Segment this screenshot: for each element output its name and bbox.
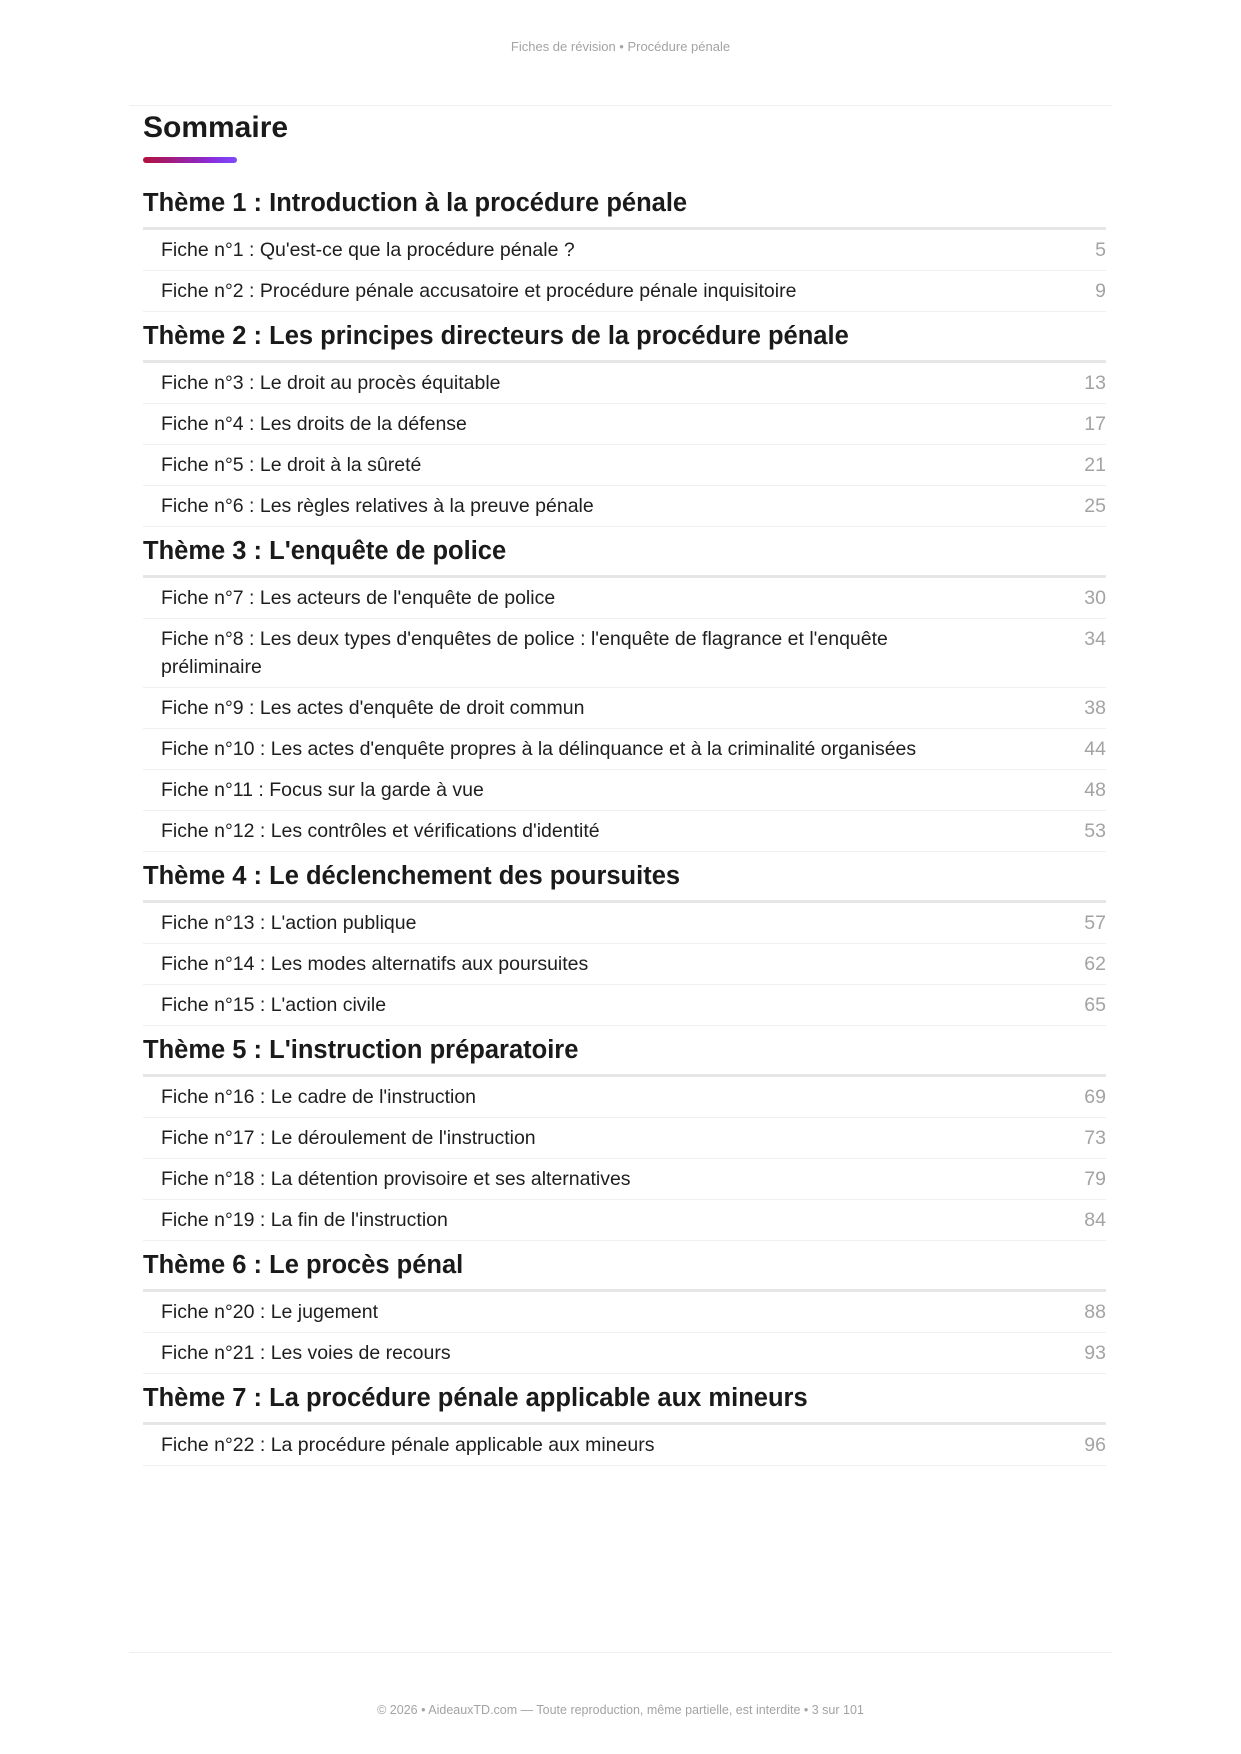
toc-entry[interactable] xyxy=(143,1425,1106,1466)
toc-entry-label: Fiche n°21 : Les voies de recours xyxy=(161,1342,451,1364)
toc-entry[interactable] xyxy=(143,1077,1106,1118)
toc-entry[interactable] xyxy=(143,1118,1106,1159)
page-footer: © 2026 • AideauxTD.com — Toute reproduction, même partielle, est interdite • 3 sur 101 xyxy=(377,1703,864,1717)
toc-entry[interactable] xyxy=(143,1333,1106,1374)
toc-entry-page-number: 62 xyxy=(1084,953,1106,975)
theme-title: Thème 4 : Le déclenchement des poursuites xyxy=(143,852,1106,903)
toc-entry-label: Fiche n°12 : Les contrôles et vérifications d'identité xyxy=(161,820,600,842)
toc-entry-page-number: 79 xyxy=(1084,1168,1106,1190)
theme-title: Thème 1 : Introduction à la procédure pénale xyxy=(143,163,1106,230)
footer-divider xyxy=(129,1652,1112,1653)
toc-entry-label: Fiche n°1 : Qu'est-ce que la procédure pénale ? xyxy=(161,239,575,261)
running-header: Fiches de révision • Procédure pénale xyxy=(510,39,731,54)
toc-entry-page-number: 38 xyxy=(1084,697,1106,719)
toc-entry[interactable] xyxy=(143,486,1106,527)
theme-title: Thème 5 : L'instruction préparatoire xyxy=(143,1026,1106,1077)
toc-entry[interactable] xyxy=(143,404,1106,445)
toc-entry-label: Fiche n°17 : Le déroulement de l'instruction xyxy=(161,1127,536,1149)
toc-entry[interactable] xyxy=(143,619,1106,688)
theme-section xyxy=(143,312,1106,527)
toc-entry-label: Fiche n°19 : La fin de l'instruction xyxy=(161,1209,448,1231)
page-title: Sommaire xyxy=(143,111,289,144)
toc-entry[interactable] xyxy=(143,903,1106,944)
toc-entry[interactable] xyxy=(143,985,1106,1026)
toc-entry-page-number: 65 xyxy=(1084,994,1106,1016)
toc-entry-page-number: 13 xyxy=(1084,372,1106,394)
toc-entry-page-number: 44 xyxy=(1084,738,1106,760)
toc-entry[interactable] xyxy=(143,729,1106,770)
toc-entry-label: Fiche n°6 : Les règles relatives à la preuve pénale xyxy=(161,495,594,517)
toc-entry[interactable] xyxy=(143,688,1106,729)
toc-entry-label: Fiche n°5 : Le droit à la sûreté xyxy=(161,454,422,476)
toc-entry-label: Fiche n°15 : L'action civile xyxy=(161,994,387,1016)
toc-entry-label: Fiche n°13 : L'action publique xyxy=(161,912,417,934)
toc-entry-page-number: 5 xyxy=(1095,239,1106,261)
table-of-contents xyxy=(143,108,1106,1466)
toc-entry-page-number: 57 xyxy=(1084,912,1106,934)
toc-entry-label: Fiche n°22 : La procédure pénale applicable aux mineurs xyxy=(161,1434,655,1456)
header-divider xyxy=(129,105,1112,106)
toc-entry[interactable] xyxy=(143,230,1106,271)
toc-entry-label: Fiche n°3 : Le droit au procès équitable xyxy=(161,372,501,394)
toc-entry-page-number: 84 xyxy=(1084,1209,1106,1231)
toc-entry-label: Fiche n°7 : Les acteurs de l'enquête de police xyxy=(161,587,556,609)
toc-entry-page-number: 93 xyxy=(1084,1342,1106,1364)
toc-entry-page-number: 48 xyxy=(1084,779,1106,801)
toc-entry-label: Fiche n°20 : Le jugement xyxy=(161,1301,379,1323)
toc-entry-label: Fiche n°18 : La détention provisoire et ses alternatives xyxy=(161,1168,631,1190)
theme-section xyxy=(143,163,1106,312)
toc-entry[interactable] xyxy=(143,1200,1106,1241)
toc-entry-label: Fiche n°11 : Focus sur la garde à vue xyxy=(161,779,484,801)
toc-entry-page-number: 73 xyxy=(1084,1127,1106,1149)
theme-title: Thème 7 : La procédure pénale applicable aux mineurs xyxy=(143,1374,1106,1425)
theme-section xyxy=(143,1026,1106,1241)
theme-section xyxy=(143,852,1106,1026)
toc-entry-page-number: 96 xyxy=(1084,1434,1106,1456)
toc-entry-label: Fiche n°9 : Les actes d'enquête de droit commun xyxy=(161,697,585,719)
toc-entry[interactable] xyxy=(143,811,1106,852)
theme-title: Thème 2 : Les principes directeurs de la procédure pénale xyxy=(143,312,1106,363)
toc-entry[interactable] xyxy=(143,1292,1106,1333)
toc-entry-page-number: 21 xyxy=(1084,454,1106,476)
toc-entry-label: Fiche n°10 : Les actes d'enquête propres à la délinquance et à la criminalité organisées xyxy=(161,738,917,760)
toc-entry-label: Fiche n°14 : Les modes alternatifs aux poursuites xyxy=(161,953,589,975)
theme-section xyxy=(143,1241,1106,1374)
toc-entry[interactable] xyxy=(143,271,1106,312)
theme-title: Thème 6 : Le procès pénal xyxy=(143,1241,1106,1292)
toc-entry[interactable] xyxy=(143,578,1106,619)
toc-entry-page-number: 69 xyxy=(1084,1086,1106,1108)
toc-entry-page-number: 17 xyxy=(1084,413,1106,435)
toc-entry-label: Fiche n°2 : Procédure pénale accusatoire et procédure pénale inquisitoire xyxy=(161,280,797,302)
toc-entry[interactable] xyxy=(143,944,1106,985)
toc-entry-page-number: 88 xyxy=(1084,1301,1106,1323)
toc-entry-page-number: 9 xyxy=(1095,280,1106,302)
theme-section xyxy=(143,1374,1106,1466)
toc-entry-page-number: 25 xyxy=(1084,495,1106,517)
toc-entry-page-number: 30 xyxy=(1084,587,1106,609)
theme-section xyxy=(143,527,1106,852)
toc-entry[interactable] xyxy=(143,363,1106,404)
toc-entry-label: Fiche n°16 : Le cadre de l'instruction xyxy=(161,1086,477,1108)
toc-entry-label: Fiche n°8 : Les deux types d'enquêtes de police : l'enquête de flagrance et l'enquête préliminaire xyxy=(161,628,888,678)
theme-list xyxy=(143,163,1106,1466)
toc-entry[interactable] xyxy=(143,445,1106,486)
toc-entry[interactable] xyxy=(143,770,1106,811)
toc-entry[interactable] xyxy=(143,1159,1106,1200)
toc-entry-label: Fiche n°4 : Les droits de la défense xyxy=(161,413,467,435)
toc-entry-page-number: 34 xyxy=(1084,628,1106,650)
toc-entry-page-number: 53 xyxy=(1084,820,1106,842)
theme-title: Thème 3 : L'enquête de police xyxy=(143,527,1106,578)
